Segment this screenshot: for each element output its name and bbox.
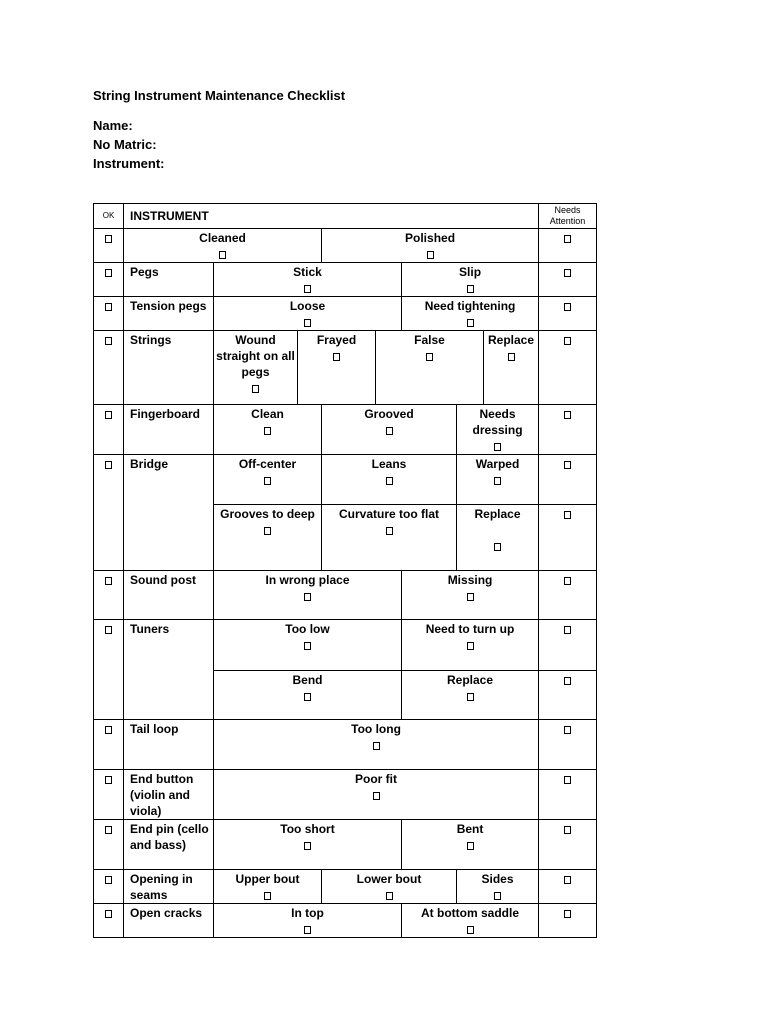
option-checkbox[interactable] bbox=[386, 892, 393, 900]
option-label: Grooves to deep bbox=[220, 507, 315, 521]
ok-checkbox[interactable] bbox=[105, 411, 112, 419]
option-label: Need to turn up bbox=[425, 622, 515, 636]
option-checkbox[interactable] bbox=[467, 842, 474, 850]
option-label: Sides bbox=[481, 872, 514, 886]
item-label: Strings bbox=[124, 331, 214, 405]
option-label: Poor fit bbox=[355, 772, 398, 786]
item-label: Tuners bbox=[124, 620, 214, 720]
option-label: Leans bbox=[371, 457, 407, 471]
option-label: Wound straight on all pegs bbox=[216, 333, 295, 379]
option-label: Off-center bbox=[238, 457, 297, 471]
option-checkbox[interactable] bbox=[304, 593, 311, 601]
option-label: Too low bbox=[285, 622, 330, 636]
option-label: In wrong place bbox=[265, 573, 350, 587]
ok-checkbox[interactable] bbox=[105, 910, 112, 918]
option-checkbox[interactable] bbox=[467, 319, 474, 327]
option-checkbox[interactable] bbox=[494, 543, 501, 551]
needs-attention-checkbox[interactable] bbox=[564, 677, 571, 685]
option-label: Stick bbox=[293, 265, 322, 279]
matric-field-label: No Matric: bbox=[93, 137, 157, 152]
needs-attention-column-header: Needs Attention bbox=[539, 204, 597, 229]
item-label: End pin (cello and bass) bbox=[124, 820, 214, 870]
item-label: Open cracks bbox=[124, 904, 214, 938]
table-row bbox=[94, 331, 597, 405]
needs-attention-checkbox[interactable] bbox=[564, 461, 571, 469]
needs-attention-checkbox[interactable] bbox=[564, 776, 571, 784]
option-label: Loose bbox=[289, 299, 326, 313]
option-checkbox[interactable] bbox=[373, 742, 380, 750]
ok-checkbox[interactable] bbox=[105, 826, 112, 834]
option-label: Lower bout bbox=[356, 872, 422, 886]
option-checkbox[interactable] bbox=[427, 251, 434, 259]
option-checkbox[interactable] bbox=[264, 892, 271, 900]
page-title: String Instrument Maintenance Checklist bbox=[93, 88, 346, 103]
option-checkbox[interactable] bbox=[304, 285, 311, 293]
option-checkbox[interactable] bbox=[494, 477, 501, 485]
ok-checkbox[interactable] bbox=[105, 235, 112, 243]
option-label: Frayed bbox=[316, 333, 357, 347]
option-checkbox[interactable] bbox=[426, 353, 433, 361]
item-label: Fingerboard bbox=[124, 405, 214, 455]
option-checkbox[interactable] bbox=[467, 693, 474, 701]
option-label: Slip bbox=[459, 265, 482, 279]
option-checkbox[interactable] bbox=[304, 842, 311, 850]
needs-attention-checkbox[interactable] bbox=[564, 411, 571, 419]
option-label: In top bbox=[291, 906, 324, 920]
option-checkbox[interactable] bbox=[304, 926, 311, 934]
option-checkbox[interactable] bbox=[494, 892, 501, 900]
option-checkbox[interactable] bbox=[386, 427, 393, 435]
item-label: End button (violin and viola) bbox=[124, 770, 214, 820]
table-row bbox=[94, 770, 597, 820]
table-row bbox=[94, 820, 597, 870]
option-label: Need tightening bbox=[424, 299, 516, 313]
option-label: Needs dressing bbox=[472, 407, 523, 437]
option-checkbox[interactable] bbox=[304, 642, 311, 650]
option-checkbox[interactable] bbox=[304, 319, 311, 327]
item-label: Tension pegs bbox=[124, 297, 214, 331]
table-row bbox=[94, 571, 597, 620]
option-checkbox[interactable] bbox=[467, 285, 474, 293]
option-checkbox[interactable] bbox=[386, 527, 393, 535]
option-checkbox[interactable] bbox=[304, 693, 311, 701]
table-row bbox=[94, 720, 597, 770]
instrument-field-label: Instrument: bbox=[93, 156, 165, 171]
needs-attention-checkbox[interactable] bbox=[564, 235, 571, 243]
ok-checkbox[interactable] bbox=[105, 726, 112, 734]
needs-attention-checkbox[interactable] bbox=[564, 577, 571, 585]
option-label: Replace bbox=[488, 333, 535, 347]
option-checkbox[interactable] bbox=[467, 642, 474, 650]
ok-column-header: OK bbox=[94, 204, 124, 229]
ok-checkbox[interactable] bbox=[105, 337, 112, 345]
needs-attention-checkbox[interactable] bbox=[564, 626, 571, 634]
needs-attention-checkbox[interactable] bbox=[564, 826, 571, 834]
checklist-table bbox=[93, 203, 597, 938]
option-label: Missing bbox=[447, 573, 493, 587]
option-label: Polished bbox=[405, 231, 456, 245]
option-label: Replace bbox=[474, 507, 521, 521]
table-row bbox=[94, 620, 597, 671]
option-checkbox[interactable] bbox=[333, 353, 340, 361]
option-label: Warped bbox=[475, 457, 520, 471]
option-label: Bend bbox=[292, 673, 323, 687]
option-checkbox[interactable] bbox=[264, 527, 271, 535]
option-label: False bbox=[414, 333, 445, 347]
option-checkbox[interactable] bbox=[264, 427, 271, 435]
option-checkbox[interactable] bbox=[264, 477, 271, 485]
needs-attention-checkbox[interactable] bbox=[564, 269, 571, 277]
item-label: Tail loop bbox=[124, 720, 214, 770]
option-checkbox[interactable] bbox=[373, 792, 380, 800]
option-label: Cleaned bbox=[199, 231, 246, 245]
item-label: Opening in seams bbox=[124, 870, 214, 904]
table-row bbox=[94, 904, 597, 938]
ok-checkbox[interactable] bbox=[105, 303, 112, 311]
option-checkbox[interactable] bbox=[494, 443, 501, 451]
option-label: Curvature too flat bbox=[338, 507, 439, 521]
needs-attention-checkbox[interactable] bbox=[564, 303, 571, 311]
option-checkbox[interactable] bbox=[386, 477, 393, 485]
option-checkbox[interactable] bbox=[508, 353, 515, 361]
ok-checkbox[interactable] bbox=[105, 461, 112, 469]
option-label: Too short bbox=[280, 822, 335, 836]
needs-attention-checkbox[interactable] bbox=[564, 876, 571, 884]
option-checkbox[interactable] bbox=[467, 926, 474, 934]
needs-attention-checkbox[interactable] bbox=[564, 511, 571, 519]
option-label: Too long bbox=[351, 722, 401, 736]
ok-checkbox[interactable] bbox=[105, 577, 112, 585]
option-label: At bottom saddle bbox=[421, 906, 520, 920]
option-label: Upper bout bbox=[235, 872, 300, 886]
item-label: Bridge bbox=[124, 455, 214, 571]
table-row bbox=[94, 229, 597, 263]
table-row bbox=[94, 870, 597, 904]
needs-attention-checkbox[interactable] bbox=[564, 337, 571, 345]
option-label: Clean bbox=[251, 407, 284, 421]
ok-checkbox[interactable] bbox=[105, 269, 112, 277]
table-row bbox=[94, 297, 597, 331]
table-header-row bbox=[94, 204, 597, 229]
item-label: Pegs bbox=[124, 263, 214, 297]
ok-checkbox[interactable] bbox=[105, 626, 112, 634]
instrument-column-header: INSTRUMENT bbox=[124, 204, 539, 229]
option-label: Bent bbox=[456, 822, 484, 836]
needs-attention-checkbox[interactable] bbox=[564, 726, 571, 734]
name-field-label: Name: bbox=[93, 118, 133, 133]
option-checkbox[interactable] bbox=[467, 593, 474, 601]
needs-attention-checkbox[interactable] bbox=[564, 910, 571, 918]
table-row bbox=[94, 405, 597, 455]
option-checkbox[interactable] bbox=[219, 251, 226, 259]
option-checkbox[interactable] bbox=[252, 385, 259, 393]
ok-checkbox[interactable] bbox=[105, 776, 112, 784]
ok-checkbox[interactable] bbox=[105, 876, 112, 884]
table-row bbox=[94, 263, 597, 297]
option-label: Grooved bbox=[364, 407, 414, 421]
item-label: Sound post bbox=[124, 571, 214, 620]
option-label: Replace bbox=[447, 673, 494, 687]
table-row bbox=[94, 455, 597, 505]
